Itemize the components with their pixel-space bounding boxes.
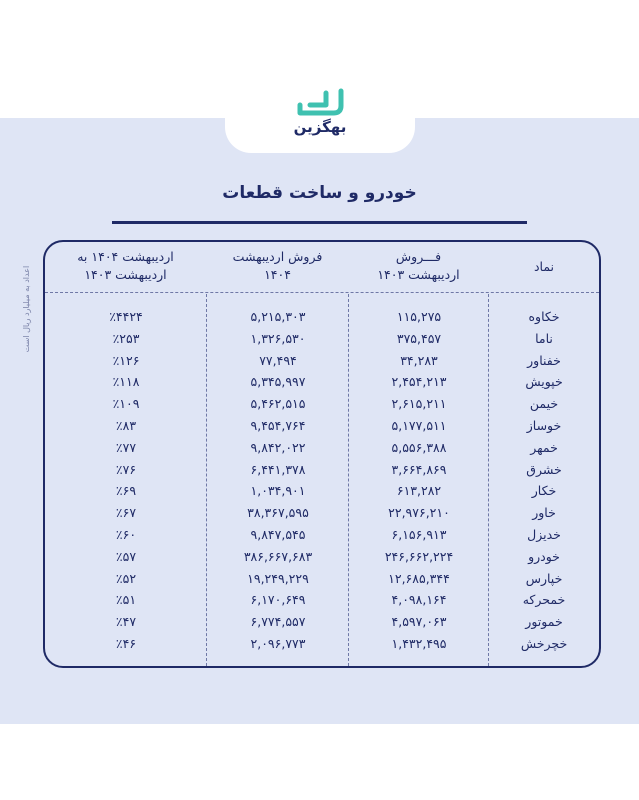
change-cell: ٪۴۷	[115, 614, 137, 630]
table-row	[45, 502, 599, 524]
header-change-line1: اردیبهشت ۱۴۰۴ به	[77, 249, 174, 264]
table-row	[45, 524, 599, 546]
table-row	[45, 546, 599, 568]
table-row	[45, 371, 599, 393]
symbol-cell: خوساز	[526, 417, 562, 433]
sales-1404-cell: ۷۷,۴۹۴	[259, 352, 297, 368]
page-title: خودرو و ساخت قطعات	[222, 183, 417, 203]
change-cell: ٪۸۳	[115, 417, 137, 433]
symbol-cell: خپویش	[525, 374, 563, 390]
symbol-cell: خچرخش	[520, 635, 568, 651]
sales-1404-cell: ۲,۰۹۶,۷۷۳	[250, 635, 306, 651]
change-cell: ٪۷۶	[115, 461, 137, 477]
sales-1403-cell: ۲۴۶,۶۶۲,۲۲۴	[384, 548, 454, 564]
header-sales-1404-line1: فروش اردیبهشت	[232, 249, 323, 264]
symbol-cell: ناما	[535, 330, 553, 346]
table-row	[45, 611, 599, 633]
sales-1403-cell: ۱۱۵,۲۷۵	[396, 309, 442, 324]
sales-1403-cell: ۱۲,۶۸۵,۳۴۴	[388, 570, 450, 586]
change-cell: ٪۲۵۳	[112, 330, 140, 346]
header-divider	[45, 292, 599, 293]
header-symbol-label: نماد	[533, 259, 555, 274]
symbol-cell: خکاوه	[528, 309, 560, 324]
brand-name: بهگزین	[293, 118, 347, 136]
sales-1404-cell: ۱,۰۳۴,۹۰۱	[250, 483, 306, 499]
sales-1404-cell: ۶,۴۴۱,۳۷۸	[250, 461, 306, 477]
sales-1403-cell: ۵,۱۷۷,۵۱۱	[391, 417, 447, 433]
sales-1403-cell: ۱,۴۳۲,۴۹۵	[391, 635, 447, 651]
symbol-cell: خمهر	[530, 439, 558, 455]
change-cell: ٪۵۲	[115, 570, 137, 586]
change-cell: ٪۱۰۹	[112, 396, 140, 412]
sales-1404-cell: ۹,۸۴۲,۰۲۲	[250, 439, 306, 455]
change-cell: ٪۱۱۸	[112, 374, 140, 390]
title-underline	[112, 221, 527, 224]
sales-1404-cell: ۶,۷۷۴,۵۵۷	[250, 614, 306, 630]
sales-1403-cell: ۲,۴۵۴,۲۱۳	[391, 374, 447, 390]
change-cell: ٪۶۷	[115, 505, 137, 521]
symbol-cell: خفناور	[527, 352, 561, 368]
sales-1403-cell: ۴,۵۹۷,۰۶۳	[391, 614, 447, 630]
header-sales-1404	[207, 248, 348, 284]
change-cell: ٪۶۹	[115, 483, 137, 499]
header-change-line2: اردیبهشت ۱۴۰۳	[84, 267, 167, 282]
change-cell: ٪۴۶	[115, 635, 137, 651]
change-cell: ٪۱۲۶	[112, 352, 140, 368]
symbol-cell: خیمن	[529, 396, 559, 412]
table-row	[45, 633, 599, 655]
sales-1403-cell: ۲۲,۹۷۶,۲۱۰	[388, 505, 450, 521]
table-row	[45, 459, 599, 481]
change-cell: ٪۷۷	[115, 439, 137, 455]
change-cell: ٪۵۷	[115, 548, 137, 564]
brand-logo-icon	[296, 85, 344, 119]
table-row	[45, 480, 599, 502]
symbol-cell: خدیزل	[527, 526, 561, 542]
sales-1403-cell: ۳,۶۶۴,۸۶۹	[391, 461, 447, 477]
sales-1404-cell: ۳۸۶,۶۶۷,۶۸۳	[243, 548, 313, 564]
header-sales-1403-line2: اردیبهشت ۱۴۰۳	[377, 267, 460, 282]
header-sales-1403-line1: فـــروش	[395, 249, 442, 264]
sales-1404-cell: ۵,۲۱۵,۳۰۳	[250, 309, 306, 324]
symbol-cell: خموتور	[525, 614, 563, 630]
sales-1403-cell: ۶,۱۵۶,۹۱۳	[391, 526, 447, 542]
side-note: اعداد به میلیارد ریال است	[22, 265, 31, 353]
side-note-wrap	[22, 262, 34, 372]
header-sales-1403	[349, 248, 488, 284]
sales-1403-cell: ۶۱۳,۲۸۲	[396, 483, 442, 499]
table-body	[45, 306, 599, 655]
table-row	[45, 437, 599, 459]
sales-1404-cell: ۵,۳۴۵,۹۹۷	[250, 374, 306, 390]
table-row	[45, 306, 599, 328]
symbol-cell: خکار	[531, 483, 557, 499]
table-row	[45, 350, 599, 372]
table-row	[45, 568, 599, 590]
header-change	[45, 248, 206, 284]
table-row	[45, 328, 599, 350]
sales-1403-cell: ۲,۶۱۵,۲۱۱	[391, 396, 447, 412]
sales-1404-cell: ۹,۴۵۴,۷۶۴	[250, 417, 306, 433]
header-sales-1404-line2: ۱۴۰۴	[264, 267, 291, 282]
change-cell: ٪۴۴۲۴	[109, 309, 143, 324]
table-row	[45, 415, 599, 437]
table-row	[45, 589, 599, 611]
bottom-background	[0, 724, 639, 800]
header-symbol	[489, 258, 599, 276]
symbol-cell: خپارس	[525, 570, 563, 586]
sales-1403-cell: ۳۷۵,۴۵۷	[396, 330, 442, 346]
sales-1404-cell: ۹,۸۴۷,۵۴۵	[250, 526, 306, 542]
sales-1403-cell: ۵,۵۵۶,۳۸۸	[391, 439, 447, 455]
sales-1404-cell: ۱۹,۲۴۹,۲۲۹	[247, 570, 309, 586]
symbol-cell: خودرو	[528, 548, 560, 564]
sales-1403-cell: ۳۴,۲۸۳	[400, 352, 438, 368]
sales-1404-cell: ۳۸,۳۶۷,۵۹۵	[247, 505, 309, 521]
symbol-cell: خاور	[532, 505, 556, 521]
change-cell: ٪۵۱	[115, 592, 137, 608]
sales-1403-cell: ۴,۰۹۸,۱۶۴	[391, 592, 447, 608]
table-row	[45, 393, 599, 415]
sales-1404-cell: ۶,۱۷۰,۶۴۹	[250, 592, 306, 608]
change-cell: ٪۶۰	[115, 526, 137, 542]
symbol-cell: خمحرکه	[522, 592, 566, 608]
sales-1404-cell: ۵,۴۶۲,۵۱۵	[250, 396, 306, 412]
symbol-cell: خشرق	[526, 461, 562, 477]
sales-1404-cell: ۱,۳۲۶,۵۳۰	[250, 330, 306, 346]
